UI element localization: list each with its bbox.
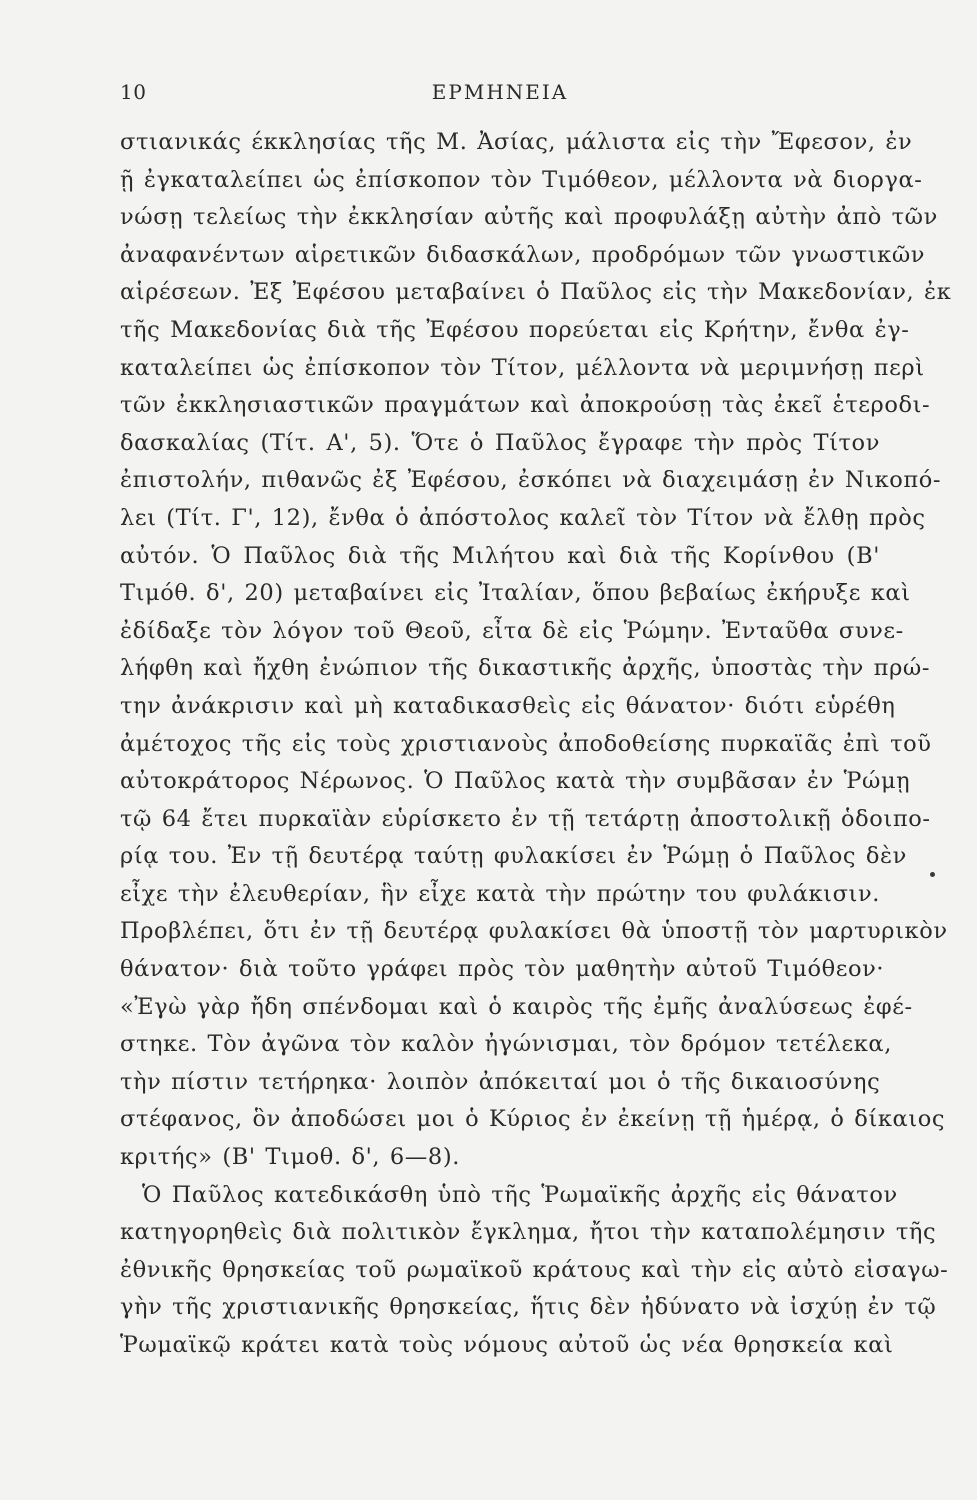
text-line: Ῥωμαϊκῷ κράτει κατὰ τοὺς νόμους αὐτοῦ ὡς νέα θρησκεία καὶ — [120, 1332, 894, 1358]
text-line: κατηγορηθεὶς διὰ πολιτικὸν ἔγκλημα, ἤτοι τὴν καταπολέμησιν τῆς — [120, 1219, 937, 1246]
text-line: ἀναφανέντων αἱρετικῶν διδασκάλων, προδρόμων τῶν γνωστικῶν — [120, 241, 926, 268]
text-line: ἐθνικῆς θρησκείας τοῦ ρωμαϊκοῦ κράτους καὶ τὴν εἰς αὐτὸ εἰσαγω- — [120, 1256, 949, 1283]
text-line: αὐτόν. Ὁ Παῦλος διὰ τῆς Μιλήτου καὶ διὰ τῆς Κορίνθου (Β' — [120, 542, 880, 569]
text-line: κριτής» (Β' Τιμοθ. δ', 6—8). — [120, 1144, 460, 1171]
text-line: ἐπιστολήν, πιθανῶς ἐξ Ἐφέσου, ἐσκόπει νὰ διαχειμάσῃ ἐν Νικοπό- — [120, 467, 942, 494]
text-line: στιανικάς έκκλησίας τῆς Μ. Ἀσίας, μάλιστα εἰς τὴν Ἔφεσον, ἐν — [120, 129, 913, 155]
text-line: Τιμόθ. δ', 20) μεταβαίνει εἰς Ἰταλίαν, ὅπου βεβαίως ἐκήρυξε καὶ — [120, 580, 911, 607]
text-line: «Ἐγὼ γὰρ ἤδη σπένδομαι καὶ ὁ καιρὸς τῆς ἐμῆς ἀναλύσεως ἐφέ- — [120, 993, 913, 1020]
text-line: τῷ 64 ἔτει πυρκαϊὰν εὑρίσκετο ἐν τῇ τετάρτῃ ἀποστολικῇ ὁδοιπο- — [120, 805, 931, 832]
text-line: δασκαλίας (Τίτ. Α', 5). Ὅτε ὁ Παῦλος ἔγραφε τὴν πρὸς Τίτον — [120, 429, 880, 456]
text-line: τὴν πίστιν τετήρηκα· λοιπὸν ἀπόκειταί μοι ὁ τῆς δικαιοσύνης — [120, 1068, 881, 1095]
text-line: Προβλέπει, ὅτι ἐν τῇ δευτέρᾳ φυλακίσει θὰ ὑποστῇ τὸν μαρτυρικὸν — [120, 918, 948, 945]
text-line: γὴν τῆς χριστιανικῆς θρησκείας, ἥτις δὲν ἠδύνατο νὰ ἰσχύῃ ἐν τῷ — [120, 1294, 937, 1321]
text-line: αἱρέσεων. Ἐξ Ἐφέσου μεταβαίνει ὁ Παῦλος εἰς τὴν Μακεδονίαν, ἐκ — [120, 279, 952, 306]
text-line: νώσῃ τελείως τὴν ἐκκλησίαν αὐτῆς καὶ προφυλάξῃ αὐτὴν ἀπὸ τῶν — [120, 204, 938, 231]
text-line: λήφθη καὶ ἤχθη ἐνώπιον τῆς δικαστικῆς ἀρχῆς, ὑποστὰς τὴν πρώ- — [120, 655, 931, 682]
text-line: τῶν ἐκκλησιαστικῶν πραγμάτων καὶ ἀποκρούσῃ τὰς ἐκεῖ ἑτεροδι- — [120, 392, 931, 419]
text-line: αὐτοκράτορος Νέρωνος. Ὁ Παῦλος κατὰ τὴν συμβᾶσαν ἐν Ῥώμῃ — [120, 768, 911, 795]
running-head: ΕΡΜΗΝΕΙΑ — [431, 80, 569, 104]
text-line: στηκε. Τὸν ἀγῶνα τὸν καλὸν ἠγώνισμαι, τὸν δρόμον τετέλεκα, — [120, 1031, 892, 1058]
text-line: καταλείπει ὡς ἐπίσκοπον τὸν Τίτον, μέλλοντα νὰ μεριμνήσῃ περὶ — [120, 354, 925, 381]
margin-speck — [930, 872, 935, 877]
text-line: ἀμέτοχος τῆς εἰς τοὺς χριστιανοὺς ἀποδοθείσης πυρκαϊᾶς ἐπὶ τοῦ — [120, 730, 932, 757]
text-line: εἶχε τὴν ἐλευθερίαν, ἣν εἶχε κατὰ τὴν πρώτην του φυλάκισιν. — [120, 880, 880, 907]
text-line: στέφανος, ὃν ἀποδώσει μοι ὁ Κύριος ἐν ἐκείνῃ τῇ ἡμέρᾳ, ὁ δίκαιος — [120, 1106, 946, 1133]
page-header — [120, 80, 880, 110]
page-number: 10 — [120, 80, 147, 104]
body-text — [120, 124, 952, 1365]
text-line: ρίᾳ του. Ἐν τῇ δευτέρᾳ ταύτῃ φυλακίσει ἐν Ῥώμῃ ὁ Παῦλος δὲν — [120, 843, 907, 870]
text-line: ἐδίδαξε τὸν λόγον τοῦ Θεοῦ, εἶτα δὲ εἰς Ῥώμην. Ἐνταῦθα συνε- — [120, 617, 904, 644]
paragraph-first-line: Ὁ Παῦλος κατεδικάσθη ὑπὸ τῆς Ῥωμαϊκῆς ἀρχῆς εἰς θάνατον — [142, 1181, 898, 1208]
text-line: λει (Τίτ. Γ', 12), ἔνθα ὁ ἀπόστολος καλεῖ τὸν Τίτον νὰ ἔλθῃ πρὸς — [120, 504, 926, 531]
text-line: ῇ ἐγκαταλείπει ὡς ἐπίσκοπον τὸν Τιμόθεον, μέλλοντα νὰ διοργα- — [120, 166, 923, 193]
text-line: τῆς Μακεδονίας διὰ τῆς Ἐφέσου πορεύεται εἰς Κρήτην, ἔνθα ἐγ- — [120, 316, 910, 343]
text-line: την ἀνάκρισιν καὶ μὴ καταδικασθεὶς εἰς θάνατον· διότι εὑρέθη — [120, 692, 896, 719]
text-line: θάνατον· διὰ τοῦτο γράφει πρὸς τὸν μαθητὴν αὐτοῦ Τιμόθεον· — [120, 956, 885, 983]
